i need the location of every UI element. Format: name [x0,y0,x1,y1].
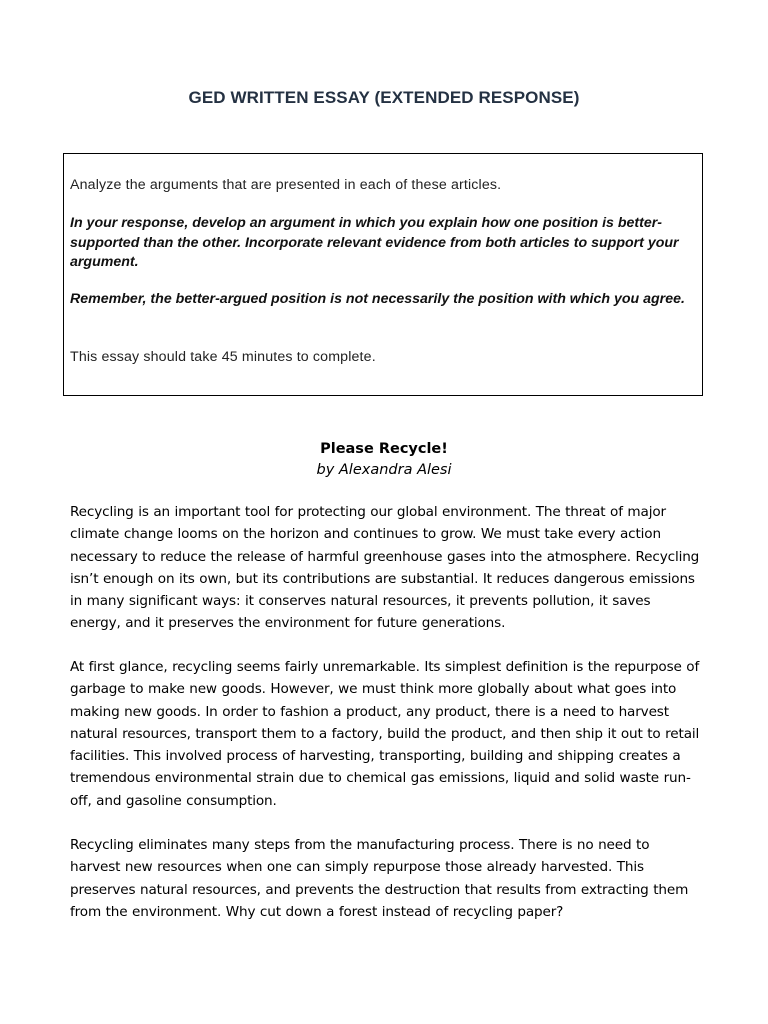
instruction-task: In your response, develop an argument in which you explain how one position is better-supported than the other. Incorporate relevant evidence from both articles to support your argument. [70,215,679,270]
document-title: GED WRITTEN ESSAY (EXTENDED RESPONSE) [188,88,580,107]
instruction-time-note: This essay should take 45 minutes to complete. [70,349,376,365]
article-title: Please Recycle! [320,441,448,457]
article-byline: by Alexandra Alesi [316,462,452,478]
article-paragraph: Recycling eliminates many steps from the manufacturing process. There is no need to harvest new resources when one can simply repurpose those already harvested. This preserves natural resources, and prevents the destruction that results from extracting them from the environment. Why cut down a forest instead of recycling paper? [70,837,689,920]
instruction-intro: Analyze the arguments that are presented in each of these articles. [70,177,502,193]
article-paragraph: Recycling is an important tool for protecting our global environment. The threat of major climate change looms on the horizon and continues to grow. We must take every action necessary to reduce the release of harmful greenhouse gases into the atmosphere. Recycling isn’t enough on its own, but its contributions are substantial. It reduces dangerous emissions in many significant ways: it conserves natural resources, it prevents pollution, it saves energy, and it preserves the environment for future generations. [70,504,700,632]
instruction-reminder: Remember, the better-argued position is not necessarily the position with which you agree. [70,291,685,307]
article-paragraph: At first glance, recycling seems fairly unremarkable. Its simplest definition is the repurpose of garbage to make new goods. However, we must think more globally about what goes into making new goods. In order to fashion a product, any product, there is a need to harvest natural resources, transport them to a factory, build the product, and then ship it out to retail facilities. This involved process of harvesting, transporting, building and shipping creates a tremendous environmental strain due to chemical gas emissions, liquid and solid waste run-off, and gasoline consumption. [70,659,700,809]
instruction-box [63,153,703,396]
